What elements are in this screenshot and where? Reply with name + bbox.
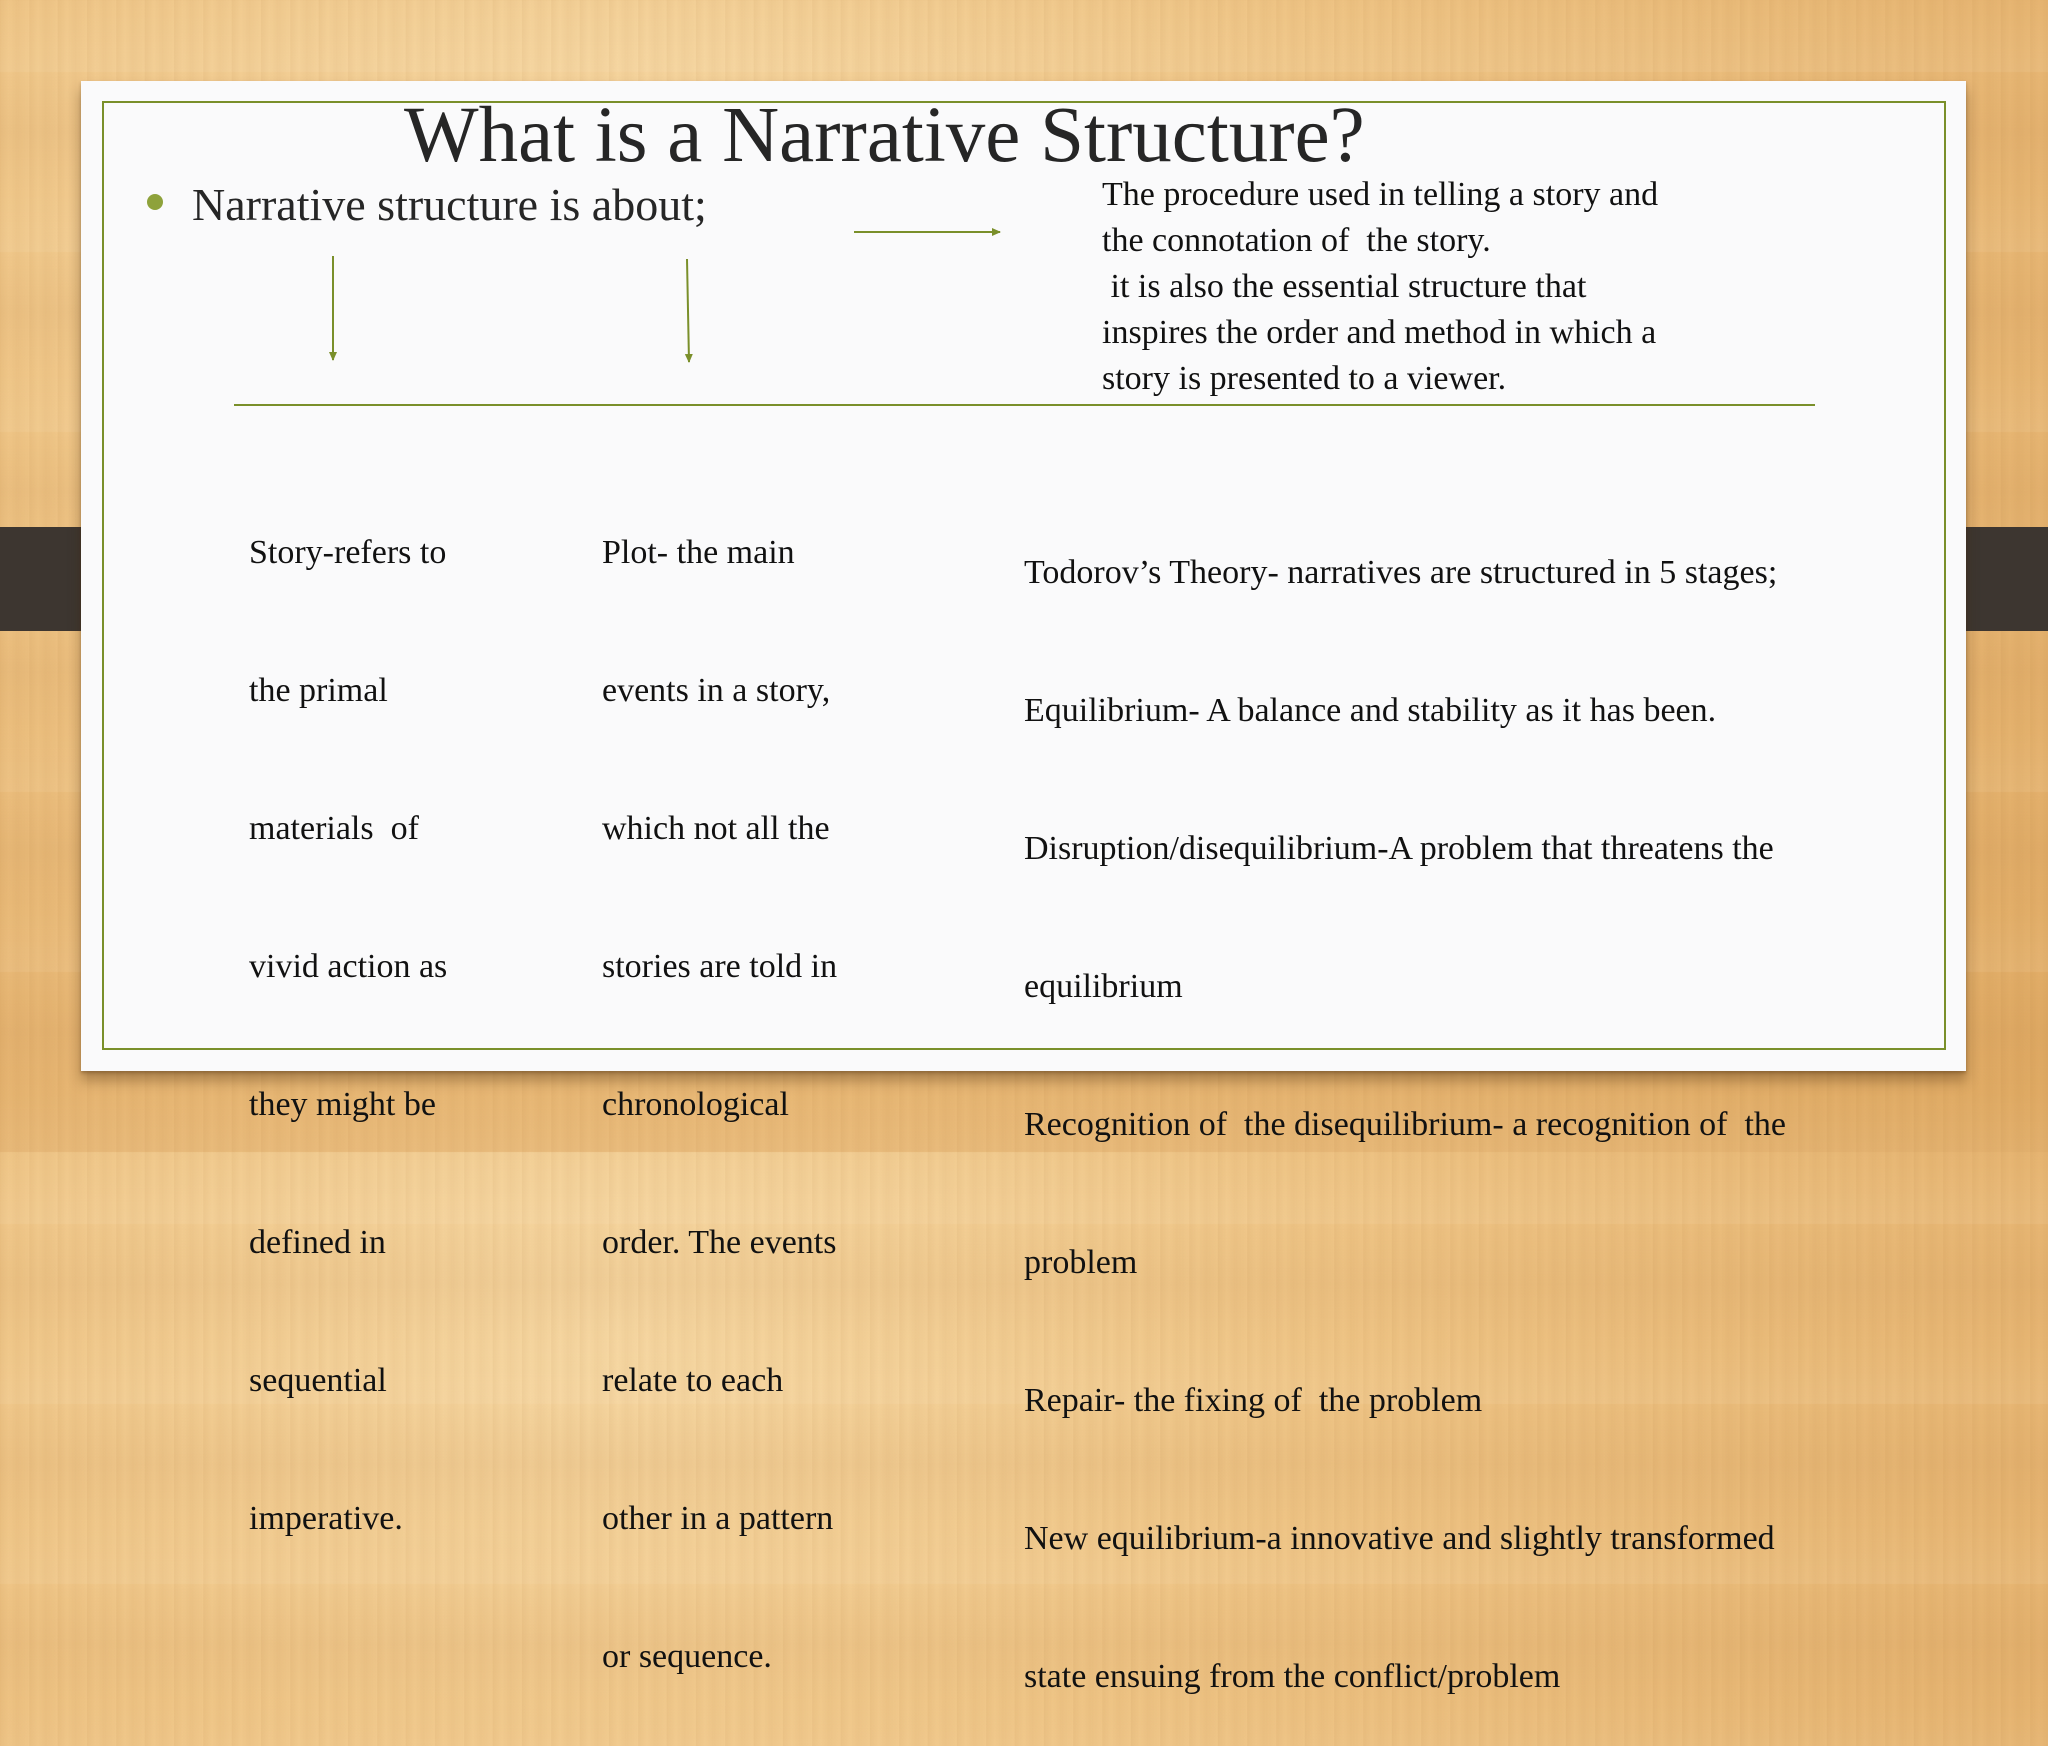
plot-line: stories are told in <box>602 948 838 985</box>
plot-definition <box>602 438 837 1726</box>
bullet-text: Narrative structure is about; <box>192 179 707 230</box>
story-line: materials of <box>249 810 419 847</box>
slide-title: What is a Narrative Structure? <box>404 92 1365 179</box>
todorov-line: Recognition of the disequilibrium- a recognition of the <box>1024 1106 1786 1143</box>
definition-line: it is also the essential structure that <box>1102 268 1587 305</box>
todorov-line: problem <box>1024 1244 1138 1281</box>
plot-line: Plot- the main <box>602 534 795 571</box>
plot-line: events in a story, <box>602 672 831 709</box>
definition-line: inspires the order and method in which a <box>1102 314 1657 351</box>
story-line: sequential <box>249 1362 387 1399</box>
todorov-line: Repair- the fixing of the problem <box>1024 1382 1483 1419</box>
story-line: they might be <box>249 1086 436 1123</box>
plot-line: which not all the <box>602 810 830 847</box>
plot-line: or sequence. <box>602 1638 772 1675</box>
definition-line: story is presented to a viewer. <box>1102 360 1507 397</box>
plot-line: chronological <box>602 1086 789 1123</box>
todorov-line: Todorov’s Theory- narratives are structured in 5 stages; <box>1024 554 1778 591</box>
story-definition <box>249 438 447 1588</box>
story-line: imperative. <box>249 1500 403 1537</box>
story-line: vivid action as <box>249 948 448 985</box>
story-line: Story-refers to <box>249 534 447 571</box>
definition-line: The procedure used in telling a story and <box>1102 176 1659 213</box>
todorov-line: Equilibrium- A balance and stability as it has been. <box>1024 692 1717 729</box>
plot-line: relate to each <box>602 1362 784 1399</box>
plot-line: other in a pattern <box>602 1500 834 1537</box>
todorov-line: New equilibrium-a innovative and slightly transformed <box>1024 1520 1775 1557</box>
story-line: the primal <box>249 672 388 709</box>
definition-line: the connotation of the story. <box>1102 222 1491 259</box>
story-line: defined in <box>249 1224 386 1261</box>
bullet-icon <box>147 194 163 210</box>
todorov-line: state ensuing from the conflict/problem <box>1024 1658 1561 1695</box>
todorov-theory <box>1024 458 1786 1746</box>
plot-line: order. The events <box>602 1224 837 1261</box>
todorov-line: Disruption/disequilibrium-A problem that threatens the <box>1024 830 1774 867</box>
horizontal-divider <box>234 404 1815 406</box>
definition-text <box>1102 172 1742 402</box>
todorov-line: equilibrium <box>1024 968 1183 1005</box>
